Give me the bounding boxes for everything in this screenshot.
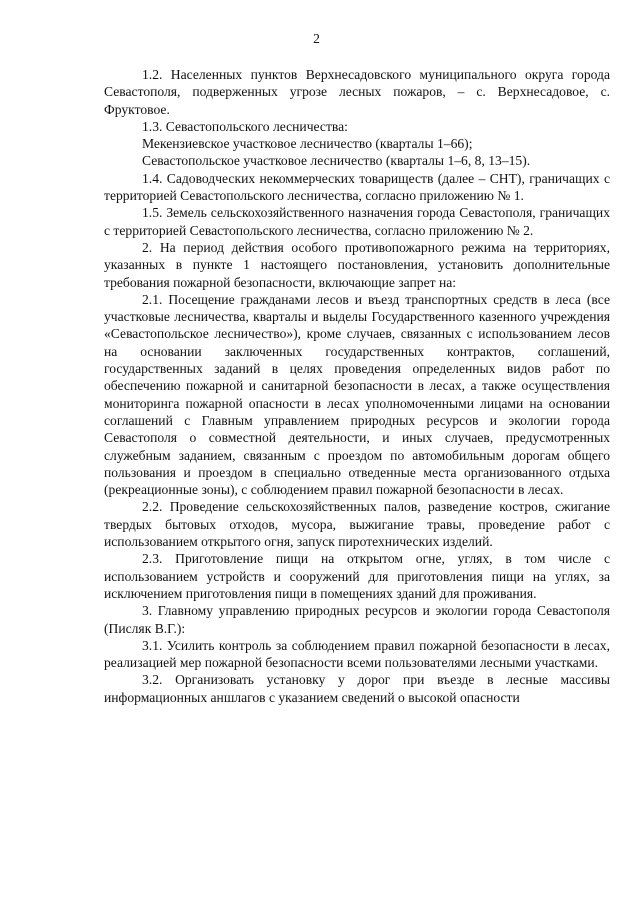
paragraph-2-3: 2.3. Приготовление пищи на открытом огне, углях, в том числе с использованием устройств и сооружений для приготовления пищи на углях, за исключением приготовления пищи в помещениях зданий для проживания. — [104, 551, 610, 601]
paragraph-1-2: 1.2. Населенных пунктов Верхнесадовского муниципального округа города Севастополя, подверженных угрозе лесных пожаров, – с. Верхнесадовое, с. Фруктовое. — [104, 67, 610, 117]
paragraph-1-3-item-mekenzievskoe: Мекензиевское участковое лесничество (кварталы 1–66); — [142, 136, 473, 152]
paragraph-1-3-item-sevastopolskoe: Севастопольское участковое лесничество (кварталы 1–6, 8, 13–15). — [142, 153, 531, 169]
paragraph-2-1: 2.1. Посещение гражданами лесов и въезд транспортных средств в леса (все участковые лесничества, кварталы и выделы Государственного казенного учреждения «Севастопольское лесничество»), кроме случаев, связанных с использованием лесов на основании заключенных государственных контрактов, соглашений, государственных заданий в целях проведения определенных видов работ по обеспечению пожарной и санитарной безопасности в лесах, а также осуществления мониторинга пожарной опасности в лесах уполномоченными лицами на основании соглашений с Главным управлением природных ресурсов и экологии города Севастополя о совместной деятельности, и иных случаев, предусмотренных служебным заданием, связанным с проездом по автомобильным дорогам общего пользования и проездом в специально отведенные места организованного отдыха (рекреационные зоны), с соблюдением правил пожарной безопасности в лесах. — [104, 291, 610, 498]
paragraph-1-5: 1.5. Земель сельскохозяйственного назначения города Севастополя, граничащих с территорией Севастопольского лесничества, согласно приложению № 2. — [104, 205, 610, 238]
paragraph-3: 3. Главному управлению природных ресурсов и экологии города Севастополя (Писляк В.Г.): — [104, 603, 610, 636]
paragraph-1-3: 1.3. Севастопольского лесничества: — [142, 118, 348, 134]
paragraph-2: 2. На период действия особого противопожарного режима на территориях, указанных в пункте 1 настоящего постановления, установить дополнительные требования пожарной безопасности, включающие запрет на: — [104, 239, 610, 290]
paragraph-1-4: 1.4. Садоводческих некоммерческих товариществ (далее – СНТ), граничащих с территорией Севастопольского лесничества, согласно приложению № 1. — [104, 170, 610, 204]
document-body — [104, 66, 610, 706]
paragraph-3-1: 3.1. Усилить контроль за соблюдением правил пожарной безопасности в лесах, реализацией мер пожарной безопасности всеми пользователями лесными участками. — [104, 637, 610, 671]
page-number: 2 — [313, 31, 320, 46]
paragraph-3-2: 3.2. Организовать установку у дорог при въезде в лесные массивы информационных аншлагов с указанием сведений о высокой опасности — [104, 672, 610, 705]
paragraph-2-2: 2.2. Проведение сельскохозяйственных палов, разведение костров, сжигание твердых бытовых отходов, мусора, выжигание травы, проведение работ с использованием открытого огня, запуск пиротехнических изделий. — [104, 499, 610, 550]
